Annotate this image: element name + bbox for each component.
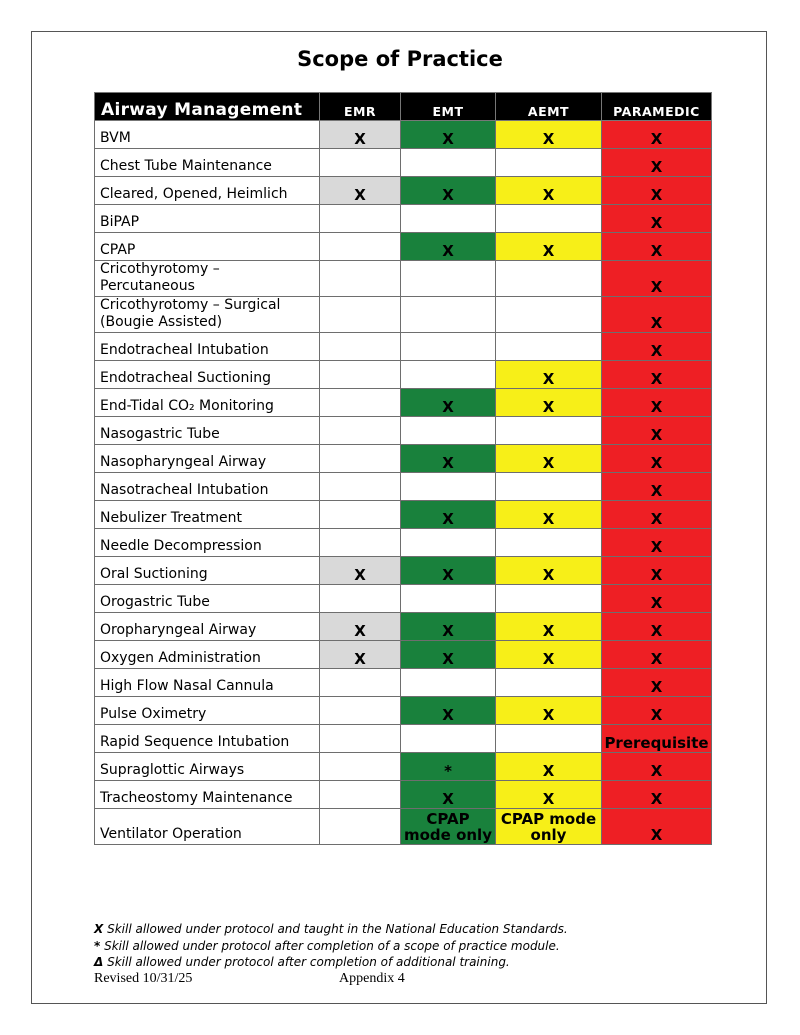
table-row [95,809,712,845]
table-row [95,121,712,149]
emt-cell [401,333,496,361]
emr-cell [320,725,401,753]
legend-text: Skill allowed under protocol after completion of additional training. [103,955,510,969]
aemt-cell [496,669,602,697]
table-row [95,333,712,361]
table-row [95,613,712,641]
table-row [95,725,712,753]
table-row [95,501,712,529]
skill-name [95,529,320,557]
aemt-cell [496,585,602,613]
table-row [95,529,712,557]
appendix-label: Appendix 4 [339,971,405,986]
skill-name [95,233,320,261]
aemt-cell [496,417,602,445]
skill-name-text: Nebulizer Treatment [100,510,243,526]
emr-cell [320,697,401,725]
header-emr: EMR [320,93,401,121]
skill-name-text: End-Tidal CO₂ Monitoring [100,398,274,414]
skill-name-text: Cricothyrotomy – Surgical [100,297,281,313]
aemt-cell [496,261,602,297]
table-row [95,361,712,389]
skill-name-text: Tracheostomy Maintenance [100,790,293,806]
emr-cell [320,473,401,501]
emt-cell: X [401,501,496,529]
header-airway-management: Airway Management [95,93,320,121]
legend-symbol: Δ [94,955,104,969]
legend-text: Skill allowed under protocol and taught in the National Education Standards. [103,922,568,936]
skill-name [95,445,320,473]
paramedic-cell: X [602,473,712,501]
table-row [95,233,712,261]
skill-name-text: BiPAP [100,214,140,230]
aemt-cell: X [496,613,602,641]
aemt-cell [496,473,602,501]
emt-cell: X [401,613,496,641]
table-row [95,473,712,501]
skill-name [95,297,320,333]
emt-cell: X [401,389,496,417]
table-row [95,445,712,473]
table-row [95,697,712,725]
table-row [95,641,712,669]
skill-name [95,333,320,361]
emt-cell: X [401,121,496,149]
emr-cell [320,445,401,473]
emr-cell: X [320,121,401,149]
skill-name [95,361,320,389]
legend-symbol: X [94,922,104,936]
emr-cell [320,809,401,845]
table-row [95,669,712,697]
paramedic-cell: X [602,669,712,697]
paramedic-cell: X [602,781,712,809]
emt-cell: X [401,781,496,809]
skill-name-text-line2: (Bougie Assisted) [100,314,223,330]
paramedic-cell: X [602,333,712,361]
aemt-cell [496,725,602,753]
skill-name [95,417,320,445]
legend-item [94,938,568,955]
paramedic-cell: X [602,389,712,417]
aemt-cell: X [496,753,602,781]
skill-name [95,669,320,697]
table-row [95,585,712,613]
skill-name [95,781,320,809]
aemt-cell [496,149,602,177]
emt-cell [401,361,496,389]
table-row [95,261,712,297]
skill-name [95,501,320,529]
paramedic-cell: X [602,149,712,177]
skill-name-text: Supraglottic Airways [100,762,245,778]
aemt-cell: X [496,641,602,669]
emt-cell [401,205,496,233]
emr-cell [320,781,401,809]
skill-name-text: Endotracheal Suctioning [100,370,272,386]
legend-symbol: * [94,938,101,953]
skill-name [95,121,320,149]
emt-cell [401,297,496,333]
skill-name [95,725,320,753]
emr-cell [320,361,401,389]
paramedic-cell: X [602,613,712,641]
emt-cell: X [401,445,496,473]
table-body [95,121,712,845]
emt-cell: CPAP mode only [401,809,496,845]
emr-cell [320,261,401,297]
skill-name-text: Ventilator Operation [100,826,242,842]
aemt-cell: X [496,445,602,473]
table-row [95,149,712,177]
aemt-cell: X [496,177,602,205]
skill-name [95,641,320,669]
aemt-cell: X [496,781,602,809]
paramedic-cell: X [602,177,712,205]
emt-cell [401,585,496,613]
skill-name-text: CPAP [100,242,136,258]
skill-name-text: Chest Tube Maintenance [100,158,272,174]
skill-name [95,809,320,845]
paramedic-cell: X [602,585,712,613]
paramedic-cell: X [602,697,712,725]
aemt-cell [496,529,602,557]
emr-cell [320,149,401,177]
skill-name-text: Needle Decompression [100,538,262,554]
emt-cell [401,669,496,697]
aemt-cell [496,333,602,361]
aemt-cell: CPAP mode only [496,809,602,845]
aemt-cell [496,205,602,233]
aemt-cell: X [496,557,602,585]
skill-name-text: Pulse Oximetry [100,706,207,722]
emr-cell [320,389,401,417]
paramedic-cell: X [602,445,712,473]
legend-item [94,921,568,938]
aemt-cell: X [496,361,602,389]
table-row [95,177,712,205]
paramedic-cell: X [602,809,712,845]
emr-cell [320,205,401,233]
scope-table [94,92,712,845]
emt-cell: X [401,697,496,725]
emt-cell [401,417,496,445]
emr-cell [320,233,401,261]
emt-cell [401,473,496,501]
emr-cell [320,501,401,529]
page-title: Scope of Practice [297,47,503,71]
skill-name-text: Rapid Sequence Intubation [100,734,290,750]
paramedic-cell: X [602,205,712,233]
emr-cell [320,417,401,445]
skill-name [95,261,320,297]
paramedic-cell: X [602,753,712,781]
emt-cell [401,725,496,753]
skill-name [95,613,320,641]
skill-name-text: High Flow Nasal Cannula [100,678,274,694]
paramedic-cell: X [602,641,712,669]
emt-cell [401,261,496,297]
emt-cell: X [401,177,496,205]
legend-item [94,954,568,971]
table-row [95,297,712,333]
skill-name-text: Orogastric Tube [100,594,210,610]
skill-name-text: Cricothyrotomy – [100,261,220,277]
table-row [95,557,712,585]
skill-name-text: Nasogastric Tube [100,426,220,442]
skill-name-text: Cleared, Opened, Heimlich [100,186,288,202]
emr-cell: X [320,641,401,669]
skill-name-text: Nasopharyngeal Airway [100,454,267,470]
skill-name-text-line2: Percutaneous [100,278,195,294]
skill-name-text: Oral Suctioning [100,566,208,582]
emt-cell: * [401,753,496,781]
paramedic-cell: X [602,501,712,529]
revised-date: Revised 10/31/25 [94,971,193,986]
legend-text: Skill allowed under protocol after completion of a scope of practice module. [100,938,560,953]
table-row [95,753,712,781]
emr-cell [320,297,401,333]
footer [94,971,405,987]
table-row [95,417,712,445]
emr-cell [320,753,401,781]
aemt-cell: X [496,697,602,725]
aemt-cell: X [496,501,602,529]
skill-name-text: Nasotracheal Intubation [100,482,269,498]
paramedic-cell: Prerequisite [602,725,712,753]
paramedic-cell: X [602,417,712,445]
skill-name-text: BVM [100,130,131,146]
skill-name [95,585,320,613]
header-aemt: AEMT [496,93,602,121]
emr-cell: X [320,613,401,641]
skill-name [95,177,320,205]
legend [94,921,568,971]
header-paramedic: PARAMEDIC [602,93,712,121]
table-header-row [95,93,712,121]
skill-name [95,205,320,233]
table-row [95,781,712,809]
emt-cell [401,529,496,557]
skill-name-text: Oxygen Administration [100,650,261,666]
emr-cell: X [320,177,401,205]
emt-cell: X [401,641,496,669]
table-row [95,389,712,417]
table-row [95,205,712,233]
emr-cell [320,669,401,697]
paramedic-cell: X [602,361,712,389]
skill-name [95,697,320,725]
emt-cell: X [401,557,496,585]
paramedic-cell: X [602,121,712,149]
skill-name [95,557,320,585]
paramedic-cell: X [602,557,712,585]
aemt-cell: X [496,389,602,417]
emt-cell [401,149,496,177]
paramedic-cell: X [602,297,712,333]
header-emt: EMT [401,93,496,121]
aemt-cell: X [496,233,602,261]
emr-cell [320,585,401,613]
emt-cell: X [401,233,496,261]
skill-name-text: Endotracheal Intubation [100,342,269,358]
emr-cell: X [320,557,401,585]
paramedic-cell: X [602,261,712,297]
paramedic-cell: X [602,529,712,557]
skill-name [95,389,320,417]
skill-name [95,149,320,177]
paramedic-cell: X [602,233,712,261]
skill-name-text: Oropharyngeal Airway [100,622,257,638]
emr-cell [320,529,401,557]
skill-name [95,473,320,501]
aemt-cell [496,297,602,333]
emr-cell [320,333,401,361]
skill-name [95,753,320,781]
aemt-cell: X [496,121,602,149]
